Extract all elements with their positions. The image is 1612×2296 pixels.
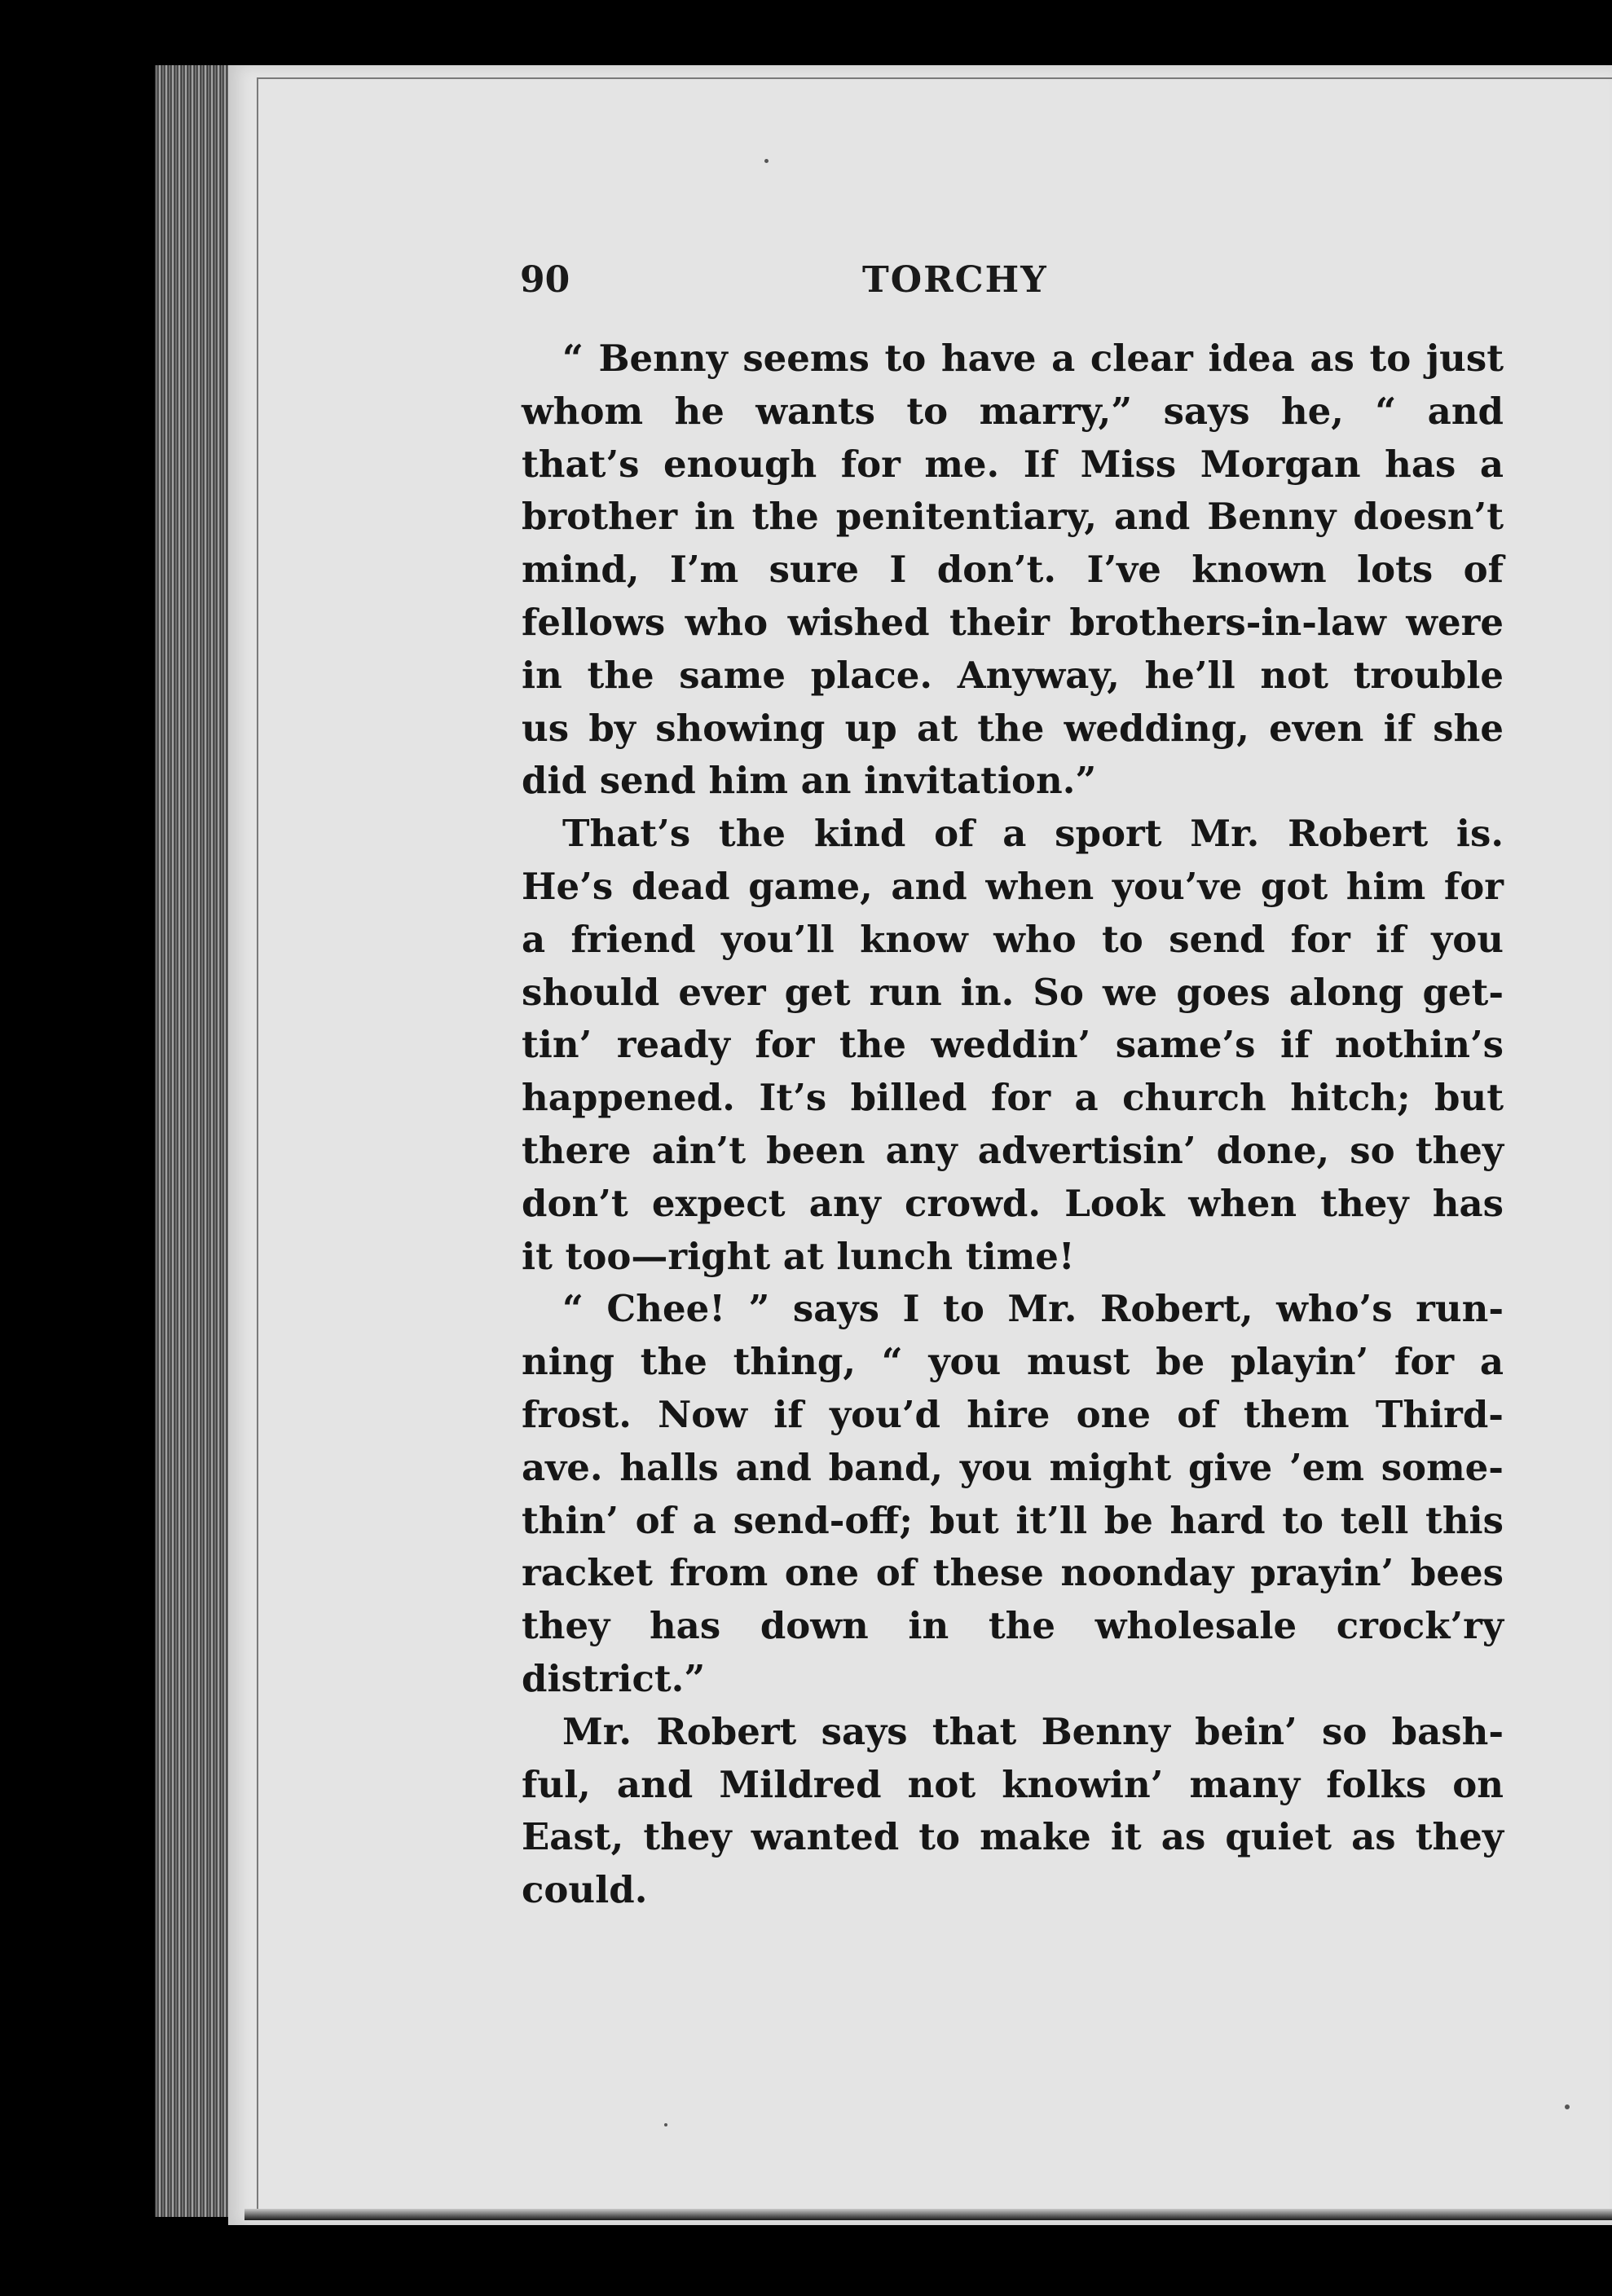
text-line: that’s enough for me. If Miss Morgan has a bbox=[522, 442, 1504, 486]
text-line: brother in the penitentiary, and Benny doesn’t bbox=[522, 495, 1504, 539]
text-line: Mr. Robert says that Benny bein’ so bash- bbox=[562, 1709, 1504, 1753]
dust-speck bbox=[1565, 2104, 1570, 2109]
text-line: “ Chee! ” says I to Mr. Robert, who’s run- bbox=[562, 1287, 1504, 1331]
text-line: they has down in the wholesale crock’ry bbox=[522, 1604, 1504, 1648]
text-line: “ Benny seems to have a clear idea as to just bbox=[562, 337, 1504, 380]
body-text bbox=[522, 333, 1504, 1917]
text-line: fellows who wished their brothers-in-law were bbox=[522, 600, 1504, 644]
text-line: frost. Now if you’d hire one of them Third- bbox=[522, 1392, 1504, 1436]
text-line: thin’ of a send-off; but it’ll be hard to tell this bbox=[522, 1498, 1504, 1542]
paragraph bbox=[522, 1283, 1504, 1705]
text-line: did send him an invitation.” bbox=[522, 759, 1097, 803]
paragraph bbox=[522, 1706, 1504, 1917]
text-line: don’t expect any crowd. Look when they has bbox=[522, 1181, 1504, 1225]
text-line: a friend you’ll know who to send for if you bbox=[522, 917, 1504, 961]
text-line: there ain’t been any advertisin’ done, so they bbox=[522, 1128, 1504, 1172]
text-line: happened. It’s billed for a church hitch; but bbox=[522, 1076, 1504, 1120]
text-line: should ever get run in. So we goes along get- bbox=[522, 970, 1504, 1014]
page-header bbox=[520, 259, 1514, 308]
text-line: in the same place. Anyway, he’ll not trouble bbox=[522, 653, 1504, 697]
paragraph bbox=[522, 333, 1504, 808]
text-line: could. bbox=[522, 1868, 648, 1912]
text-line: East, they wanted to make it as quiet as they bbox=[522, 1815, 1504, 1859]
text-line: mind, I’m sure I don’t. I’ve known lots of bbox=[522, 548, 1504, 592]
page-number: 90 bbox=[520, 259, 570, 301]
dust-speck bbox=[764, 159, 769, 163]
page-bottom-edge bbox=[244, 2209, 1612, 2220]
text-line: us by showing up at the wedding, even if she bbox=[522, 706, 1504, 750]
text-line: That’s the kind of a sport Mr. Robert is. bbox=[562, 812, 1504, 856]
text-line: ning the thing, “ you must be playin’ for a bbox=[522, 1340, 1504, 1384]
text-line: ave. halls and band, you might give ’em some- bbox=[522, 1445, 1504, 1489]
text-line: district.” bbox=[522, 1656, 706, 1700]
running-head: TORCHY bbox=[862, 259, 1048, 301]
dust-speck bbox=[664, 2123, 667, 2126]
text-line: whom he wants to marry,” says he, “ and bbox=[522, 389, 1504, 433]
text-line: it too—right at lunch time! bbox=[522, 1234, 1075, 1278]
paragraph bbox=[522, 808, 1504, 1283]
text-line: tin’ ready for the weddin’ same’s if nothin’s bbox=[522, 1023, 1504, 1067]
text-line: racket from one of these noonday prayin’ bees bbox=[522, 1551, 1504, 1595]
text-line: ful, and Mildred not knowin’ many folks on bbox=[522, 1762, 1504, 1806]
text-line: He’s dead game, and when you’ve got him for bbox=[522, 864, 1504, 908]
